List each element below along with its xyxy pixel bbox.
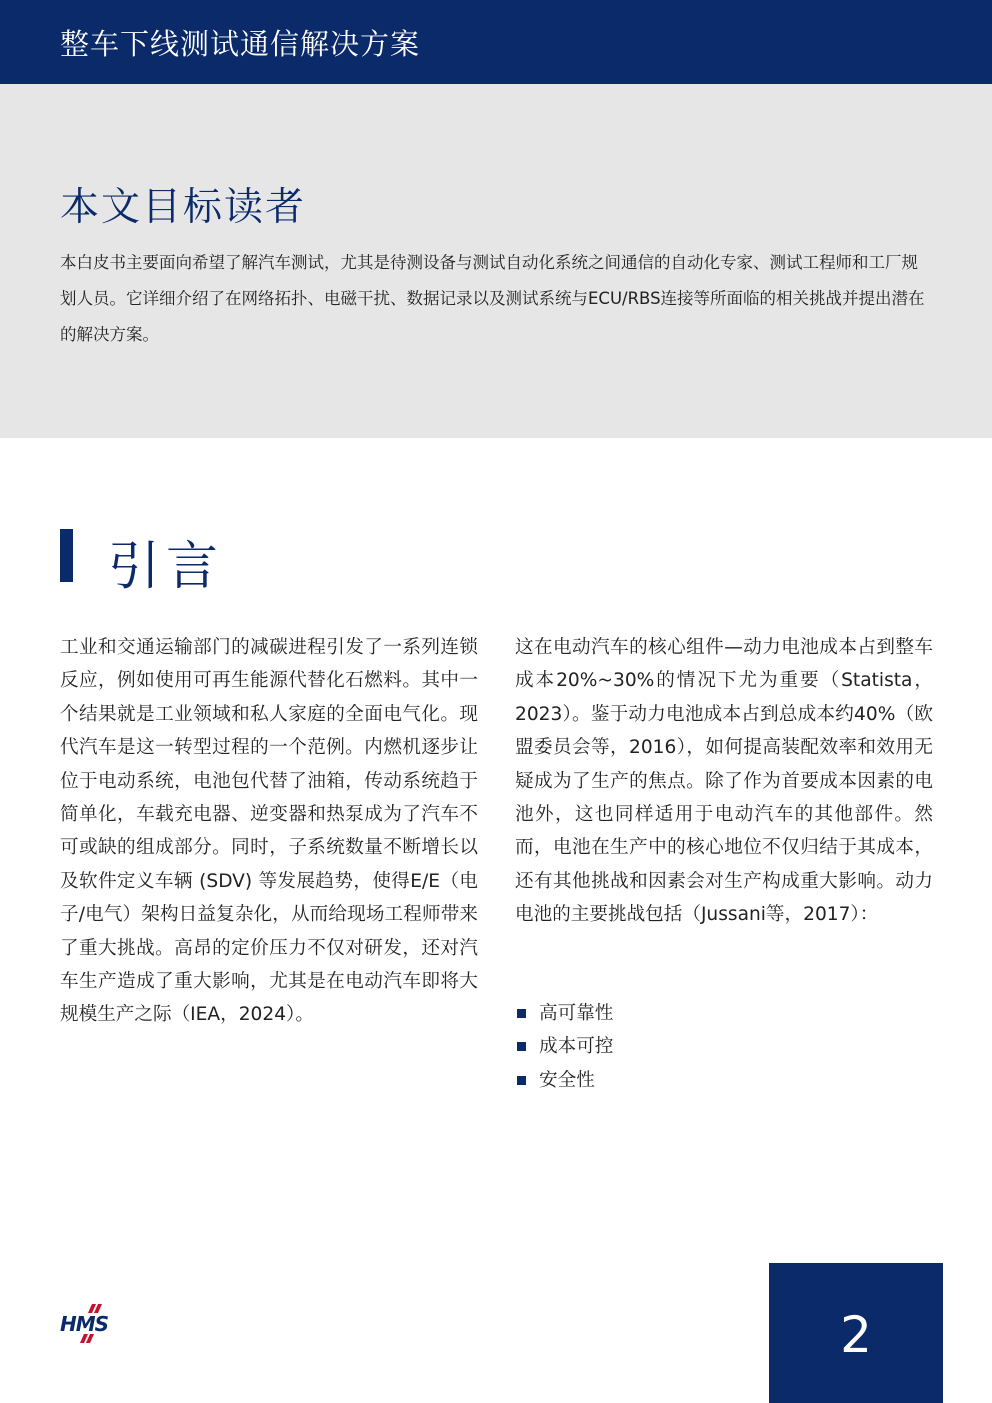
intro-left-column: 工业和交通运输部门的减碳进程引发了一系列连锁反应，例如使用可再生能源代替化石燃料。其中一个结果就是工业领域和私人家庭的全面电气化。现代汽车是这一转型过程的一个范例。内燃机逐步让位于电动系统，电池包代替了油箱，传动系统趋于简单化，车载充电器、逆变器和热泵成为了汽车不可或缺的组成部分。同时，子系统数量不断增长以及软件定义车辆 (SDV) 等发展趋势，使得E/E（电子/电气）架构日益复杂化，从而给现场工程师带来了重大挑战。高昂的定价压力不仅对研发，还对汽车生产造成了重大影响，尤其是在电动汽车即将大规模生产之际（IEA，2024）。 (60, 637, 478, 1026)
square-bullet-icon (517, 1009, 526, 1018)
audience-paragraph: 本白皮书主要面向希望了解汽车测试，尤其是待测设备与测试自动化系统之间通信的自动化专家、测试工程师和工厂规划人员。它详细介绍了在网络拓扑、电磁干扰、数据记录以及测试系统与ECU/RBS连接等所面临的相关挑战并提出潜在的解决方案。 (60, 253, 925, 344)
header-bar (0, 0, 992, 84)
challenge-list (515, 997, 613, 1097)
list-item-label: 安全性 (539, 1069, 595, 1091)
list-item (515, 1030, 613, 1063)
page-number: 2 (840, 1306, 872, 1364)
hms-logo-icon (56, 1304, 128, 1344)
target-audience-panel (0, 84, 992, 438)
square-bullet-icon (517, 1042, 526, 1051)
svg-text:HMS: HMS (60, 1312, 109, 1336)
section-accent-bar (60, 529, 73, 582)
list-item-label: 高可靠性 (539, 1003, 614, 1024)
page-number-box (769, 1263, 943, 1403)
list-item (515, 997, 613, 1030)
hms-logo (56, 1304, 128, 1348)
intro-right-column: 这在电动汽车的核心组件—动力电池成本占到整车成本20%~30%的情况下尤为重要（Statista，2023）。鉴于动力电池成本占到总成本约40%（欧盟委员会等，2016），如何提高装配效率和效用无疑成为了生产的焦点。除了作为首要成本因素的电池外，这也同样适用于电动汽车的其他部件。然而，电池在生产中的核心地位不仅归结于其成本，还有其他挑战和因素会对生产构成重大影响。动力电池的主要挑战包括（Jussani等，2017）： (515, 637, 933, 926)
list-item (515, 1064, 613, 1097)
audience-heading: 本文目标读者 (60, 185, 307, 230)
square-bullet-icon (517, 1076, 526, 1085)
intro-heading: 引言 (108, 537, 225, 597)
list-item-label: 成本可控 (539, 1036, 614, 1058)
document-title: 整车下线测试通信解决方案 (60, 27, 421, 61)
